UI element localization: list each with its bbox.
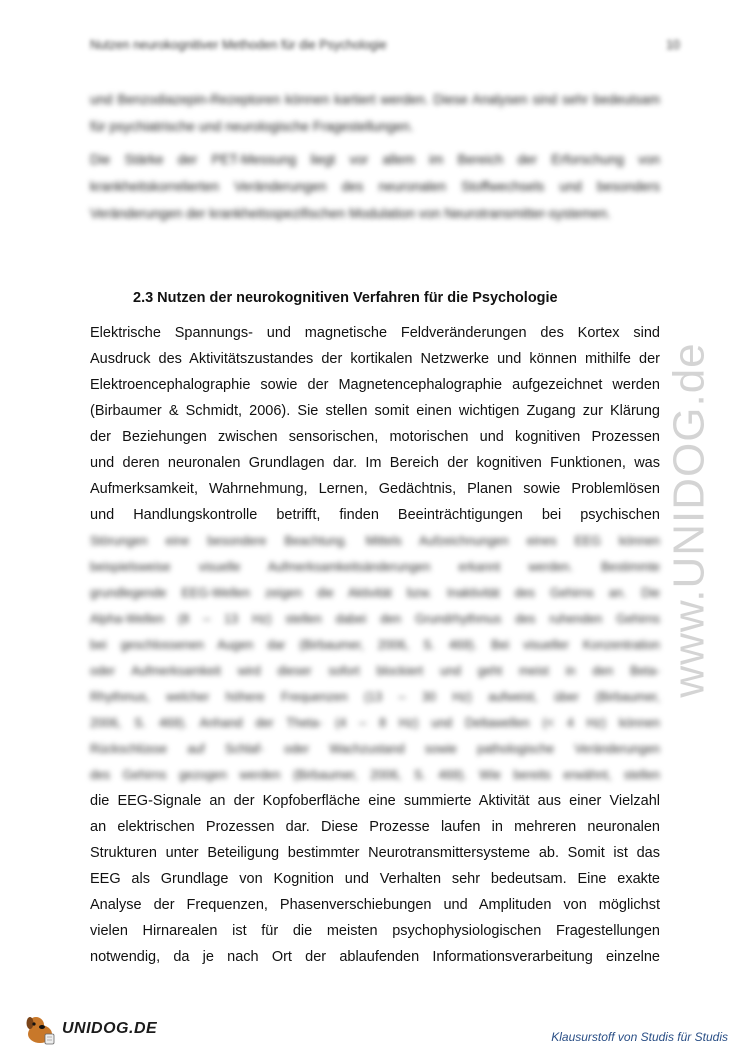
text-line: an elektrischen Prozessen dar. Diese Prozesse laufen in mehreren neuronalen — [90, 819, 660, 835]
text-line: EEG als Grundlage von Kognition und Verhalten sehr bedeutsam. Eine exakte — [90, 871, 660, 887]
text-line: Ausdruck des Aktivitätszustandes der kortikalen Netzwerke und können mithilfe der — [90, 351, 660, 367]
watermark-text: www.UNIDOG.de — [665, 342, 715, 698]
blurred-intro-paragraphs — [90, 86, 660, 233]
body-text-blurred — [90, 528, 660, 788]
footer-logo[interactable] — [22, 1012, 157, 1046]
text-line: des Gehirns gezogen werden (Birbaumer, 2006, S. 469). Wie bereits erwähnt, stellen — [90, 768, 660, 782]
text-line: vielen Hirnarealen ist für die meisten psychophysiologischen Fragestellungen — [90, 923, 660, 939]
text-line: Elektroencephalographie sowie der Magnetencephalographie aufgezeichnet werden — [90, 377, 660, 393]
text-line: der Beziehungen zwischen sensorischen, motorischen und kognitiven Prozessen — [90, 429, 660, 445]
section-heading: 2.3 Nutzen der neurokognitiven Verfahren für die Psychologie — [133, 290, 558, 306]
running-header — [90, 38, 680, 52]
text-line: und deren neuronalen Grundlagen dar. Im Bereich der kognitiven Funktionen, was — [90, 455, 660, 471]
text-line: oder Aufmerksamkeit wird dieser sofort blockiert und geht meist in den Beta- — [90, 664, 660, 678]
paragraph: und Benzodiazepin-Rezeptoren können kartiert werden. Diese Analysen sind sehr bedeutsam für psychiatrische und neurologische Fragestellungen. — [90, 92, 660, 134]
page-number: 10 — [666, 38, 680, 52]
text-line: 2006, S. 469). Anhand der Theta- (4 – 8 Hz) und Deltawellen (< 4 Hz) können — [90, 716, 660, 730]
text-line: Strukturen unter Beteiligung bestimmter Neurotransmittersysteme ab. Somit ist das — [90, 845, 660, 861]
text-line: Störungen eine besondere Beachtung. Mittels Aufzeichnungen eines EEG können — [90, 534, 660, 548]
text-line: die EEG-Signale an der Kopfoberfläche eine summierte Aktivität aus einer Vielzahl — [90, 793, 660, 809]
text-line: Rückschlüsse auf Schlaf- oder Wachzustand sowie pathologische Veränderungen — [90, 742, 660, 756]
text-line: Analyse der Frequenzen, Phasenverschiebungen und Amplituden von möglichst — [90, 897, 660, 913]
text-line: notwendig, da je nach Ort der ablaufenden Informationsverarbeitung einzelne — [90, 949, 660, 965]
text-line: (Birbaumer & Schmidt, 2006). Sie stellen somit einen wichtigen Zugang zur Klärung — [90, 403, 660, 419]
text-line: Rhythmus, welcher höhere Frequenzen (13 – 30 Hz) aufweist, über (Birbaumer, — [90, 690, 660, 704]
text-line: beispielsweise visuelle Aufmerksamkeitsänderungen erkannt werden. Bestimmte — [90, 560, 660, 574]
text-line: Aufmerksamkeit, Wahrnehmung, Lernen, Gedächtnis, Planen sowie Problemlösen — [90, 481, 660, 497]
text-line: grundlegende EEG-Wellen zeigen die Aktivität bzw. Inaktivität des Gehirns an. Die — [90, 586, 660, 600]
watermark — [640, 285, 740, 755]
text-line: bei geschlossenen Augen dar (Birbaumer, 2006, S. 469). Bei visueller Konzentration — [90, 638, 660, 652]
dog-logo-icon — [22, 1012, 58, 1046]
logo-text: UNIDOG.DE — [62, 1020, 158, 1037]
paragraph: Die Stärke der PET-Messung liegt vor allem im Bereich der Erforschung von krankheitskorrelierten Veränderungen des neuronalen Stoffwechsels und besonders Veränderungen der krankheitsspezifischen Modulation von Neurotransmitter-systemen. — [90, 152, 660, 221]
footer-tagline: Klausurstoff von Studis für Studis — [551, 1030, 728, 1044]
text-line: Alpha-Wellen (8 – 13 Hz) stellen dabei den Grundrhythmus des ruhenden Gehirns — [90, 612, 660, 626]
header-title: Nutzen neurokognitiver Methoden für die Psychologie — [90, 38, 387, 52]
text-line: Elektrische Spannungs- und magnetische Feldveränderungen des Kortex sind — [90, 325, 660, 341]
text-line: und Handlungskontrolle betrifft, finden Beeinträchtigungen bei psychischen — [90, 507, 660, 523]
